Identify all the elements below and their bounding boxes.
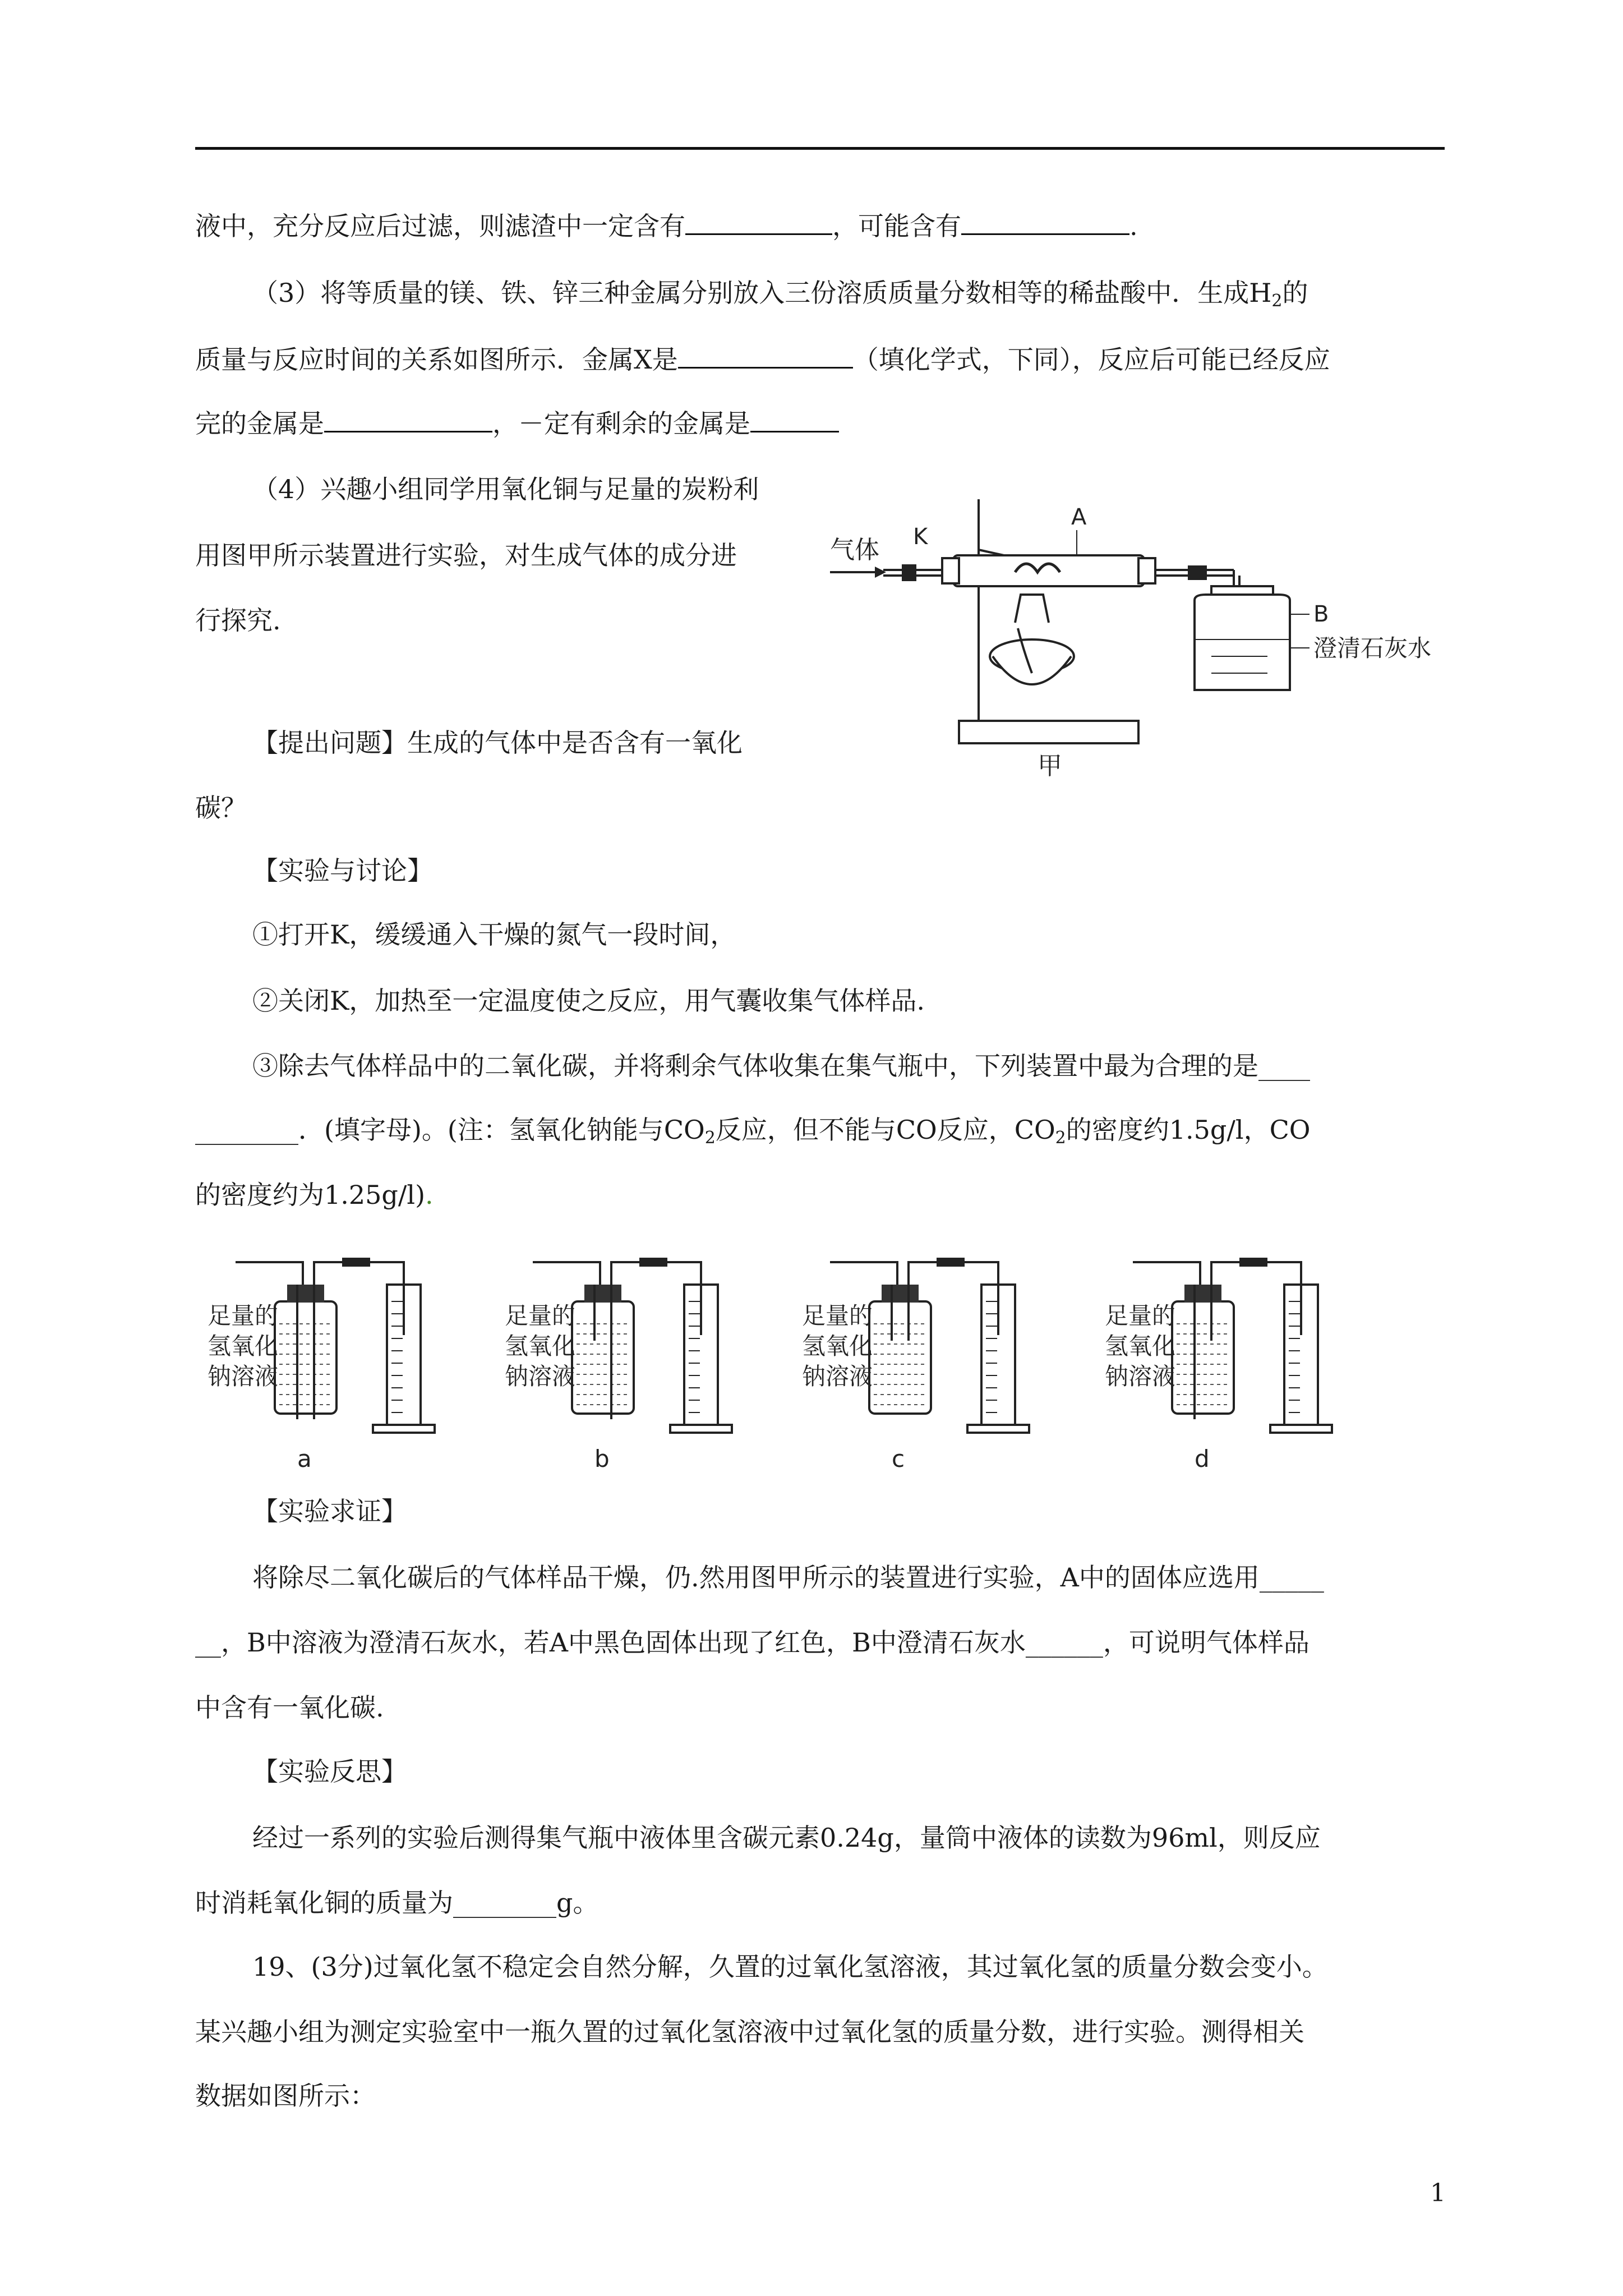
inlet-pipe (830, 1262, 897, 1285)
cylinder-base (967, 1425, 1029, 1433)
rubber-joint (937, 1258, 965, 1267)
reagent-label: 足量的 (802, 1302, 873, 1329)
option-label-b: b (594, 1445, 610, 1473)
text-line: 某兴趣小组为测定实验室中一瓶久置的过氧化氢溶液中过氧化氢的质量分数，进行实验。测得相关 (195, 2017, 1304, 2047)
text-line: ③除去气体样品中的二氧化碳，并将剩余气体收集在集气瓶中，下列装置中最为合理的是____ (252, 1051, 1310, 1081)
wash-bottle (869, 1301, 931, 1414)
text-line: ①打开K，缓缓通入干燥的氮气一段时间， (252, 919, 736, 950)
apparatus-figure-jia (830, 488, 1432, 791)
reagent-label: 钠溶液 (505, 1363, 576, 1390)
stand-base (959, 721, 1138, 743)
reagent-label: 氢氧化 (505, 1332, 576, 1360)
answer-blank[interactable] (685, 209, 832, 235)
text-fragment: ，－定有剩余的金属是 (492, 408, 750, 439)
limewater-label: 澄清石灰水 (1313, 634, 1432, 662)
bottle-setup-d (1105, 1258, 1332, 1473)
wash-bottle (1172, 1301, 1234, 1414)
reagent-label: 足量的 (505, 1302, 576, 1329)
option-label-d: d (1195, 1445, 1210, 1473)
text-fragment: （3）将等质量的镁、铁、锌三种金属分别放入三份溶质质量分数相等的稀盐酸中．生成H (252, 278, 1272, 308)
inlet-pipe (236, 1262, 303, 1285)
rubber-joint (1239, 1258, 1267, 1267)
text-line (195, 209, 1138, 243)
text-line: 【实验与讨论】 (252, 855, 433, 886)
subscript: 2 (704, 1128, 716, 1148)
reagent-label: 钠溶液 (208, 1363, 279, 1390)
a-label: A (1071, 504, 1087, 530)
bottle-stopper (1184, 1285, 1221, 1303)
subscript: 2 (1271, 291, 1283, 311)
rubber-joint (342, 1258, 370, 1267)
text-line: 经过一系列的实验后测得集气瓶中液体里含碳元素0.24g，量筒中液体的读数为96ml，则反应 (252, 1823, 1321, 1853)
text-fragment: 的密度约1.5g/l，CO (1066, 1115, 1311, 1145)
inlet-pipe (533, 1262, 600, 1285)
cylinder-base (670, 1425, 732, 1433)
text-fragment: 完的金属是 (195, 408, 324, 439)
bottle-setup-c (802, 1258, 1029, 1473)
option-label-c: c (892, 1445, 905, 1473)
text-line: 【实验求证】 (252, 1496, 407, 1526)
text-line (195, 1178, 434, 1212)
text-fragment: ，可能含有 (832, 211, 961, 241)
text-line: 碳？ (195, 793, 247, 823)
text-line (195, 342, 1330, 376)
page-number: 1 (1430, 2179, 1446, 2207)
rubber-joint (639, 1258, 667, 1267)
text-line (195, 406, 839, 440)
bottle-setup-a (208, 1258, 435, 1473)
tube-a (953, 555, 1144, 586)
text-line: 行探究. (195, 605, 281, 636)
cylinder-base (373, 1425, 435, 1433)
subscript: 2 (1055, 1128, 1066, 1148)
text-fragment: 的密度约为1.25g/l) (195, 1180, 426, 1210)
text-line: ②关闭K，加热至一定温度使之反应，用气囊收集气体样品. (252, 986, 925, 1016)
text-line: 【实验反思】 (252, 1756, 407, 1787)
answer-blank[interactable] (750, 406, 839, 432)
text-fragment: （填化学式，下同），反应后可能已经反应 (852, 344, 1330, 375)
text-line: 用图甲所示装置进行实验，对生成气体的成分进 (195, 540, 737, 570)
reagent-label: 氢氧化 (1105, 1332, 1176, 1360)
header-rule (195, 147, 1445, 150)
b-label: B (1313, 601, 1329, 627)
gas-collection-options-figure (208, 1251, 1469, 1475)
wash-bottle (275, 1301, 336, 1414)
text-fragment: . (1129, 211, 1138, 241)
valve-k (903, 565, 915, 580)
option-label-a: a (297, 1445, 312, 1473)
wash-bottle (572, 1301, 634, 1414)
bottle-stopper (584, 1285, 621, 1303)
text-line: 中含有一氧化碳. (195, 1692, 384, 1723)
figure-caption: 甲 (1038, 752, 1062, 780)
reagent-label: 足量的 (1105, 1302, 1176, 1329)
text-fragment: 反应，但不能与CO反应，CO (715, 1115, 1055, 1145)
k-label: K (913, 524, 928, 550)
reagent-label: 氢氧化 (208, 1332, 279, 1360)
reagent-label: 足量的 (208, 1302, 279, 1329)
bottle-stopper (287, 1285, 324, 1303)
reagent-label: 钠溶液 (802, 1363, 873, 1390)
text-fragment: 液中，充分反应后过滤，则滤渣中一定含有 (195, 211, 685, 241)
text-fragment: ________．(填字母)。(注：氢氧化钠能与CO (195, 1115, 705, 1145)
burner-chimney (1015, 595, 1049, 623)
text-line (195, 1113, 1311, 1155)
gas-label: 气体 (830, 536, 879, 564)
answer-blank[interactable] (678, 342, 853, 369)
text-line: 时消耗氧化铜的质量为________g。 (195, 1888, 599, 1918)
text-line (252, 276, 1308, 318)
text-line: 【提出问题】生成的气体中是否含有一氧化 (252, 728, 743, 758)
bottle-b (1195, 595, 1290, 690)
text-fragment: 的 (1282, 278, 1308, 308)
text-line: （4）兴趣小组同学用氧化铜与足量的炭粉利 (252, 474, 759, 504)
bottle-setup-b (505, 1258, 732, 1473)
reagent-label: 钠溶液 (1105, 1363, 1176, 1390)
reagent-label: 氢氧化 (802, 1332, 873, 1360)
text-fragment: . (425, 1180, 434, 1210)
text-line: __，B中溶液为澄清石灰水，若A中黑色固体出现了红色，B中澄清石灰水______，可说明气体样品 (195, 1627, 1310, 1658)
inlet-pipe (1133, 1262, 1200, 1285)
text-line: 数据如图所示： (195, 2081, 376, 2111)
text-line: 19、(3分)过氧化氢不稳定会自然分解，久置的过氧化氢溶液，其过氧化氢的质量分数会变小。 (252, 1952, 1328, 1982)
bottle-stopper (882, 1285, 919, 1303)
text-fragment: 质量与反应时间的关系如图所示．金属X是 (195, 344, 678, 375)
answer-blank[interactable] (324, 406, 492, 432)
text-line: 将除尽二氧化碳后的气体样品干燥，仍.然用图甲所示的装置进行实验，A中的固体应选用_____ (252, 1562, 1324, 1593)
answer-blank[interactable] (961, 209, 1129, 235)
cylinder-base (1270, 1425, 1332, 1433)
